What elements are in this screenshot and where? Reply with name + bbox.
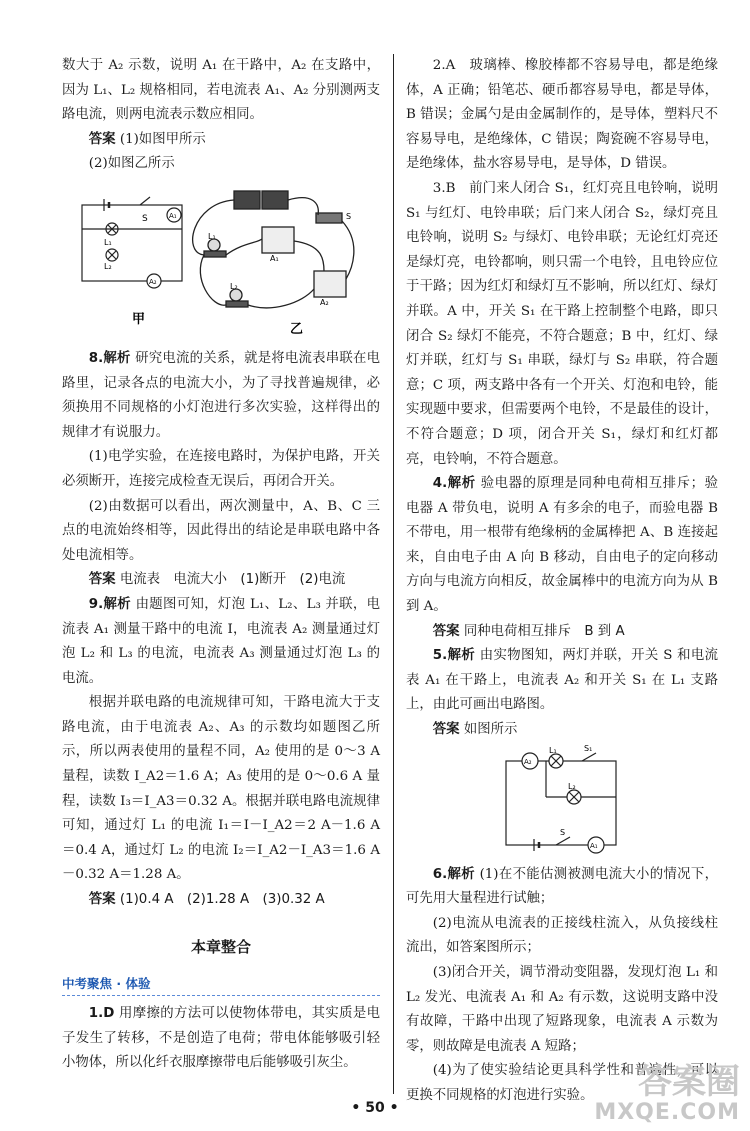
q9-number: 9. (88, 596, 104, 612)
section-title: 本章整合 (190, 937, 251, 956)
q5-label-S1: S₁ (584, 743, 593, 753)
fig-jia-label: 甲 (132, 311, 146, 327)
q1 (62, 1002, 380, 1076)
q4-text: 验电器的原理是同种电荷相互排斥；验电器 A 带负电，说明 A 有多余的电子，而验电器 B 不带电，用一根带有绝缘柄的金属棒把 A、B 连接起来，自由电子由 A 向 B 移动，自由电子的定向移动方向与电流方向相反，故金属棒中的电流方向为从 B 到 A。 (406, 476, 719, 615)
q1-number: 1.D (88, 1006, 115, 1022)
q9-analysis (62, 593, 380, 691)
q9-answer-text: (1)0.4 A (2)1.28 A (3)0.32 A (119, 892, 325, 908)
q3: 3.B 前门来人闭合 S₁，红灯亮且电铃响，说明 S₁ 与红灯、电铃串联；后门来人闭合 S₂，绿灯亮且电铃响，说明 S₂ 与绿灯、电铃串联；无论红灯亮还是绿灯亮，电铃都响，则只需一个电铃，且电铃应位于干路；因为红灯和绿灯互不影响，所以红灯、绿灯并联。A 中，开关 S₁ 在干路上控制整个电路，即只闭合 S₂ 绿灯不能亮，不符合题意；B 中，红灯、绿灯并联，红灯与 S₁ 串联，绿灯与 S₂ 串联，符合题意；C 项，两支路中各有一个开关、灯泡和电铃，能实现题中要求，但需要两个电铃，不是最佳的设计，不符合题意；D 项，闭合开关 S₁，绿灯和红灯都亮，电铃响，不符合题意。 (406, 180, 718, 467)
q9-text: 由题图可知，灯泡 L₁、L₂、L₃ 并联，电流表 A₁ 测量干路中的电流 I，电流表 A₂ 测量通过灯泡 L₂ 和 L₃ 的电流，电流表 A₃ 测量通过灯泡 L₃ 的电流。 (62, 596, 380, 686)
q9-answer (62, 888, 380, 913)
q5-label-L2: L₂ (568, 781, 576, 791)
q6-part2: (2)电流从电流表的正接线柱流入，从负接线柱流出，如答案图所示； (406, 915, 718, 956)
q8-number: 8. (88, 350, 104, 366)
watermark-line2: MXQE.COM (594, 1100, 740, 1125)
analysis-label: 解析 (103, 596, 131, 612)
zk-heading: 中考聚焦 · 体验 (62, 973, 380, 996)
q6-number: 6. (432, 866, 448, 882)
q5-label-L1: L₁ (549, 745, 557, 755)
analysis-label: 解析 (447, 476, 476, 492)
q5-label-A1: A₁ (590, 841, 598, 850)
q5-text: 由实物图知，两灯并联，开关 S 和电流表 A₁ 在干路上，电流表 A₂ 和开关 S₁ 在 L₁ 支路上，由此可画出电路图。 (406, 648, 719, 713)
circuit-diagram-jia-yi (62, 183, 380, 343)
q8-part1: (1)电学实验，在连接电路时，为保护电路，开关必须断开，连接完成检查无误后，再闭合开关。 (62, 449, 380, 489)
analysis-label: 解析 (447, 866, 475, 882)
column-divider (393, 54, 394, 1094)
q8-answer (62, 568, 380, 593)
answer-label: 答案 (432, 722, 460, 738)
q9-part2: 根据并联电路的电流规律可知，干路电流大于支路电流，由于电流表 A₂、A₃ 的示数均如题图乙所示，所以两表使用的量程不同，A₂ 使用的是 0～3 A 量程，读数 I_A2＝1.6 A；A₃ 使用的是 0～0.6 A 量程，读数 I₃＝I_A3＝0.32 A。根据并联电路电流规律可知，通过灯 L₁ 的电流 I₁＝I－I_A2＝2 A－1.6 A＝0.4 A，通过灯 L₂ 的电流 I₂＝I_A2－I_A3＝1.6 A－0.32 A＝1.28 A。 (62, 695, 380, 883)
label-L1: L₁ (104, 237, 112, 247)
label-L2: L₂ (104, 261, 112, 271)
label-A2: A₂ (149, 277, 157, 286)
label-yi-L2: L₂ (230, 281, 238, 291)
circuit-figure-q5 (406, 743, 718, 859)
q8-answer-text: 电流表 电流大小 (1)断开 (2)电流 (119, 572, 346, 588)
q2: 2.A 玻璃棒、橡胶棒都不容易导电，都是绝缘体，A 正确；铅笔芯、硬币都容易导电，都是导体，B 错误；金属勺是由金属制作的，是导体，塑料尺不容易导电，是绝缘体，C 错误；陶瓷碗不容易导电，是绝缘体，盐水容易导电，是导体，D 错误。 (406, 58, 718, 172)
answer-7 (62, 128, 380, 153)
intro-paragraph: 数大于 A₂ 示数，说明 A₁ 在干路中，A₂ 在支路中，因为 L₁、L₂ 规格相同，若电流表 A₁、A₂ 分别测两支路电流，则两电流表示数应相同。 (62, 58, 380, 123)
circuit-figures (62, 183, 380, 343)
q5-analysis (406, 644, 718, 718)
label-S: S (142, 213, 148, 224)
q6-analysis (406, 863, 718, 912)
q4-number: 4. (432, 476, 448, 492)
answer-7a: (1)如图甲所示 (119, 131, 206, 147)
right-column (406, 54, 718, 1109)
circuit-diagram-q5 (406, 743, 718, 859)
analysis-label: 解析 (447, 648, 476, 664)
label-yi-A1: A₁ (270, 253, 279, 263)
q8-part2: (2)由数据可以看出，两次测量中，A、B、C 三点的电流始终相等，因此得出的结论是串联电路中各处电流相等。 (62, 498, 380, 563)
answer-label: 答案 (88, 892, 116, 908)
q6-part4: (4)为了使实验结论更具科学性和普遍性，可以更换不同规格的灯泡进行实验。 (406, 1063, 718, 1103)
q4-answer-text: 同种电荷相互排斥 B 到 A (463, 623, 625, 639)
q8-analysis (62, 347, 380, 445)
answer-label: 答案 (88, 572, 116, 588)
label-A1: A₁ (169, 211, 177, 220)
answer-label: 答案 (88, 131, 116, 147)
watermark-line1: 答案圈 (638, 1062, 740, 1102)
answer-label: 答案 (432, 623, 460, 639)
watermark-logo (594, 1064, 740, 1125)
analysis-label: 解析 (103, 350, 131, 366)
page-number: • 50 • (351, 1100, 399, 1116)
label-yi-S: S (346, 211, 352, 221)
q8-text: 研究电流的关系，就是将电流表串联在电路里，记录各点的电流大小，为了寻找普遍规律，必须换用不同规格的小灯泡进行多次实验，这样得出的规律才有说服力。 (62, 350, 381, 440)
label-yi-L1: L₁ (208, 231, 216, 241)
q6-part3: (3)闭合开关，调节滑动变阻器，发现灯泡 L₁ 和 L₂ 发光、电流表 A₁ 和 A₂ 有示数，这说明支路中没有故障，干路中出现了短路现象，电流表 A 示数为零，则故障是电流表 A 短路； (406, 965, 718, 1054)
q5-number: 5. (432, 648, 448, 664)
label-yi-A2: A₂ (320, 297, 329, 307)
answer-7b: (2)如图乙所示 (88, 156, 175, 172)
q6-text: (1)在不能估测被测电流大小的情况下，可先用大量程进行试触； (406, 866, 719, 907)
q4-analysis (406, 472, 718, 620)
q5-label-A2: A₂ (524, 757, 532, 766)
q5-answer-text: 如图所示 (463, 722, 518, 738)
q5-answer (406, 718, 718, 743)
q4-answer (406, 620, 718, 645)
q5-label-S: S (560, 827, 566, 837)
fig-yi-label: 乙 (290, 321, 304, 337)
left-column (62, 54, 380, 1076)
q1-text: 用摩擦的方法可以使物体带电，其实质是电子发生了转移，不是创造了电荷；带电体能够吸引轻小物体，所以化纤衣服摩擦带电后能够吸引灰尘。 (62, 1006, 380, 1071)
